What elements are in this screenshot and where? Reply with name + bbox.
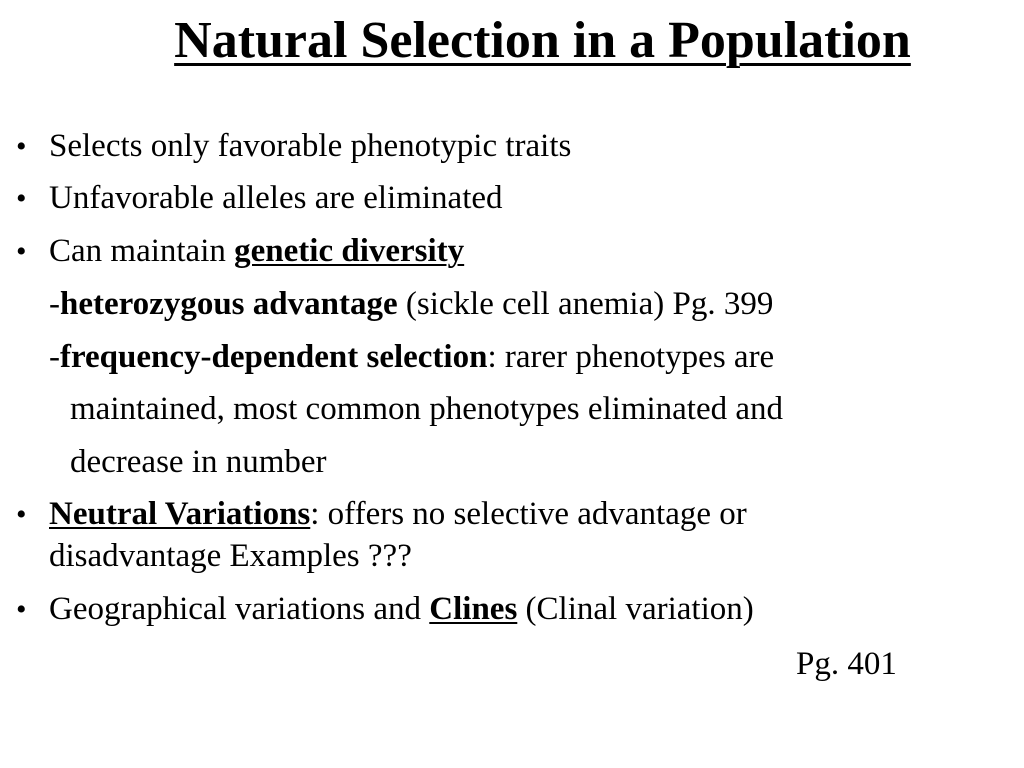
term-neutral-variations: Neutral Variations: [49, 496, 311, 532]
bullet-text-genetic-diversity: [49, 232, 464, 270]
term-clines: Clines: [429, 591, 518, 627]
bullet-marker: •: [16, 593, 27, 626]
subitem-frequency-line2: maintained, most common phenotypes eliminated and: [70, 391, 784, 427]
text-can-maintain: Can maintain: [49, 233, 235, 269]
bullet-text-unfavorable-alleles: Unfavorable alleles are eliminated: [49, 180, 503, 216]
term-heterozygous-advantage: heterozygous advantage: [60, 286, 398, 322]
slide-title: Natural Selection in a Population: [174, 12, 911, 69]
text-sickle-cell: (sickle cell anemia) Pg. 399: [397, 286, 774, 322]
bullet-text-neutral-variations: [49, 495, 747, 533]
sub-dash: -: [49, 339, 60, 375]
bullet-marker: •: [16, 498, 27, 531]
subitem-frequency-dependent: [49, 338, 774, 376]
sub-dash: -: [49, 286, 60, 322]
text-clinal-variation: (Clinal variation): [517, 591, 754, 627]
text-geographical-variations: Geographical variations and: [49, 591, 430, 627]
bullet-marker: •: [16, 235, 27, 268]
bullet-marker: •: [16, 182, 27, 215]
term-genetic-diversity: genetic diversity: [234, 233, 465, 269]
subitem-frequency-line3: decrease in number: [70, 444, 327, 480]
bullet-text-neutral-line2: disadvantage Examples ???: [49, 538, 412, 574]
text-rarer-phenotypes: : rarer phenotypes are: [487, 339, 775, 375]
text-no-selective-advantage: : offers no selective advantage or: [310, 496, 747, 532]
page-reference: Pg. 401: [796, 646, 897, 682]
bullet-text-clines: [49, 590, 754, 628]
bullet-marker: •: [16, 130, 27, 163]
bullet-text-favorable-traits: Selects only favorable phenotypic traits: [49, 128, 572, 164]
term-frequency-dependent-selection: frequency-dependent selection: [60, 339, 488, 375]
subitem-heterozygous-advantage: [49, 285, 773, 323]
